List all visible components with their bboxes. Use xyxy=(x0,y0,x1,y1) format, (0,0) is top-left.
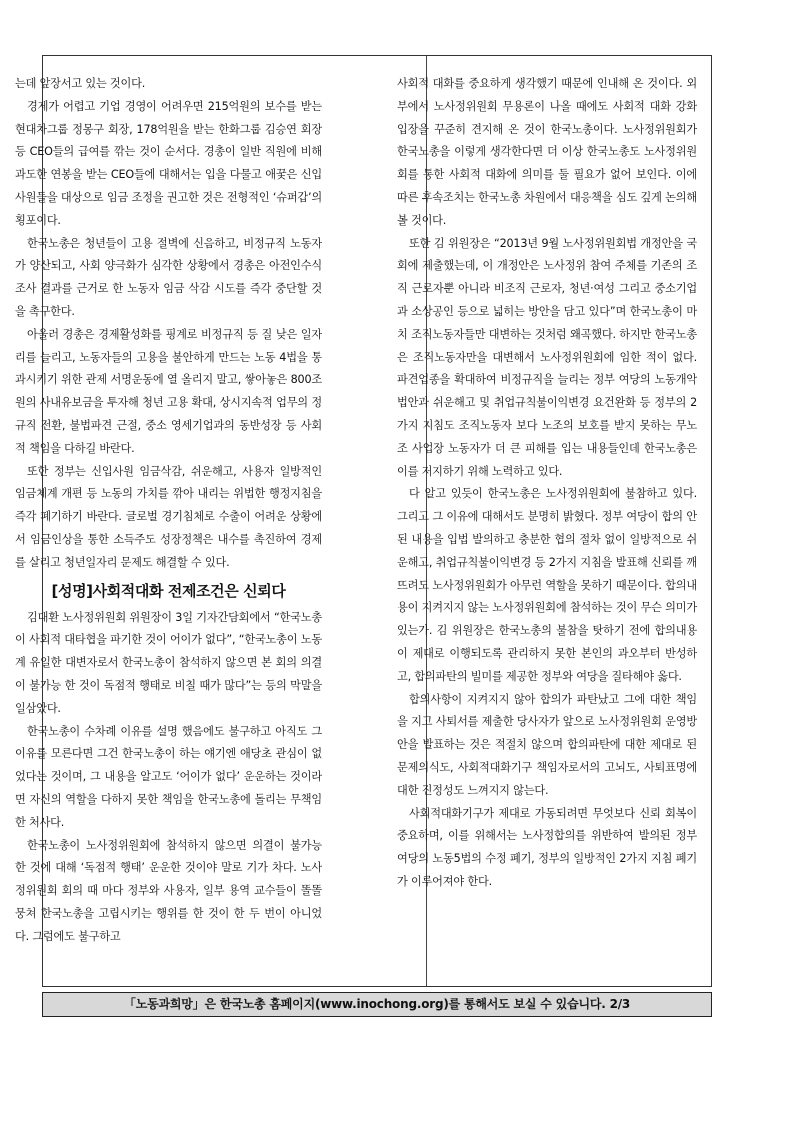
paragraph: 사회적대화기구가 제대로 가동되려면 무엇보다 신뢰 회복이 중요하며, 이를 위해서는 노사정합의를 위반하여 발의된 정부 여당의 노동5법의 수정 폐기, 정부의 일방적인 2가지 지침 폐기가 이루어져야 한다. xyxy=(397,806,697,888)
paragraph: 또한 김 위원장은 “2013년 9월 노사정위원회법 개정안을 국회에 제출했는데, 이 개정안은 노사정위 참여 주체를 기존의 조직 근로자뿐 아니라 비조직 근로자, 청년·여성 그리고 중소기업과 소상공인 등으로 넓히는 방안을 담고 있다”며 한국노총이 마치 조직노동자들만 대변하는 것처럼 왜곡했다. 하지만 한국노총은 조직노동자만을 대변해서 노사정위원회에 임한 적이 없다. 파견업종을 확대하여 비정규직을 늘리는 정부 여당의 노동개악법안과 쉬운해고 및 취업규칙불이익변경 요건완화 등 정부의 2가지 지침도 조직노동자 보다 노조의 보호를 받지 못하는 무노조 사업장 노동자가 더 큰 피해를 입는 내용들인데 한국노총은 이를 저지하기 위해 노력하고 있다. xyxy=(397,236,697,478)
paragraph: 한국노총은 청년들이 고용 절벽에 신음하고, 비정규직 노동자가 양산되고, 사회 양극화가 심각한 상황에서 경총은 아전인수식 조사 결과를 근거로 한 노동자 임금 삭감 시도를 즉각 중단할 것을 촉구한다. xyxy=(15,236,322,318)
footer-banner: 「노동과희망」은 한국노총 홈페이지(www.inochong.org)를 통해서도 보실 수 있습니다. 2/3 xyxy=(42,992,712,1017)
paragraph: 경제가 어렵고 기업 경영이 어려우면 215억원의 보수를 받는 현대차그룹 정몽구 회장, 178억원을 받는 한화그룹 김승연 회장 등 CEO들의 급여를 깎는 것이 순서다. 경총이 일반 직원에 비해 과도한 연봉을 받는 CEO들에 대해서는 입을 다물고 애꿎은 신입 사원들을 대상으로 임금 조정을 권고한 것은 전형적인 ‘슈퍼갑’의 횡포이다. xyxy=(15,99,322,227)
paragraph: 는데 앞장서고 있는 것이다. xyxy=(15,77,146,90)
left-column xyxy=(15,73,322,948)
section-heading: [성명]사회적대화 전제조건은 신뢰다 xyxy=(51,581,286,600)
paragraph: 사회적 대화를 중요하게 생각했기 때문에 인내해 온 것이다. 외부에서 노사정위원회 무용론이 나올 때에도 사회적 대화 강화 입장을 꾸준히 견지해 온 것이 한국노총이다. 노사정위원회가 한국노총을 이렇게 생각한다면 더 이상 한국노총도 노사정위원회를 통한 사회적 대화에 의미를 둘 필요가 없어 보인다. 이에 따른 후속조치는 한국노총 차원에서 대응책을 심도 깊게 논의해 볼 것이다. xyxy=(397,77,697,227)
paragraph: 합의사항이 지켜지지 않아 합의가 파탄났고 그에 대한 책임을 지고 사퇴서를 제출한 당사자가 앞으로 노사정위원회 운영방안을 발표하는 것은 적절치 않으며 합의파탄에 대한 제대로 된 문제의식도, 사회적대화기구 책임자로서의 고뇌도, 사퇴표명에 대한 진정성도 느껴지지 않는다. xyxy=(397,692,697,797)
paragraph: 김대환 노사정위원회 위원장이 3일 기자간담회에서 “한국노총이 사회적 대타협을 파기한 것이 어이가 없다”, “한국노총이 노동계 유일한 대변자로서 한국노총이 참석하지 않으면 본 회의 의결이 불가능 한 것이 독점적 행태로 비칠 때가 많다”는 등의 막말을 일삼았다. xyxy=(15,610,322,715)
paragraph: 한국노총이 노사정위원회에 참석하지 않으면 의결이 불가능 한 것에 대해 ‘독점적 행태’ 운운한 것이야 말로 기가 차다. 노사정위원회 회의 때 마다 정부와 사용자, 일부 용역 교수들이 똘똘 뭉쳐 한국노총을 고립시키는 행위를 한 것이 한 두 번이 아니었다. 그럼에도 불구하고 xyxy=(15,838,322,943)
right-column xyxy=(397,73,697,894)
paragraph: 아울러 경총은 경제활성화를 핑계로 비정규직 등 질 낮은 일자리를 늘리고, 노동자들의 고용을 불안하게 만드는 노동 4법을 통과시키기 위한 관제 서명운동에 열 올리지 말고, 쌓아놓은 800조원의 사내유보금을 투자해 청년 고용 확대, 상시지속적 업무의 정규직 전환, 불법파견 근절, 중소 영세기업과의 동반성장 등 사회적 책임을 다하길 바란다. xyxy=(15,327,322,455)
paragraph: 한국노총이 수차례 이유를 설명 했음에도 불구하고 아직도 그 이유를 모른다면 그건 한국노총이 하는 얘기엔 애당초 관심이 없었다는 것이며, 그 내용을 알고도 ‘어이가 없다’ 운운하는 것이라면 자신의 역할을 다하지 못한 책임을 한국노총에 돌리는 무책임한 처사다. xyxy=(15,724,322,829)
paragraph: 또한 정부는 신입사원 임금삭감, 쉬운해고, 사용자 일방적인 임금체계 개편 등 노동의 가치를 깎아 내리는 위법한 행정지침을 즉각 폐기하기 바란다. 글로벌 경기침체로 수출이 어려운 상황에서 임금인상을 통한 소득주도 성장정책은 내수를 촉진하여 경제를 살리고 청년일자리 문제도 해결할 수 있다. xyxy=(15,464,322,569)
paragraph: 다 알고 있듯이 한국노총은 노사정위원회에 불참하고 있다. 그리고 그 이유에 대해서도 분명히 밝혔다. 정부 여당이 합의 안된 내용을 입법 발의하고 충분한 협의 절차 없이 일방적으로 쉬운해고, 취업규칙불이익변경 등 2가지 지침을 발표해 신뢰를 깨뜨려도 노사정위원회가 아무런 역할을 못하기 때문이다. 합의내용이 지켜지지 않는 노사정위원회에 참석하는 것이 무슨 의미가 있는가. 김 위원장은 한국노총의 불참을 탓하기 전에 합의내용이 제대로 이행되도록 관리하지 못한 본인의 과오부터 반성하고, 합의파탄의 빌미를 제공한 정부와 여당을 질타해야 옳다. xyxy=(397,487,697,683)
